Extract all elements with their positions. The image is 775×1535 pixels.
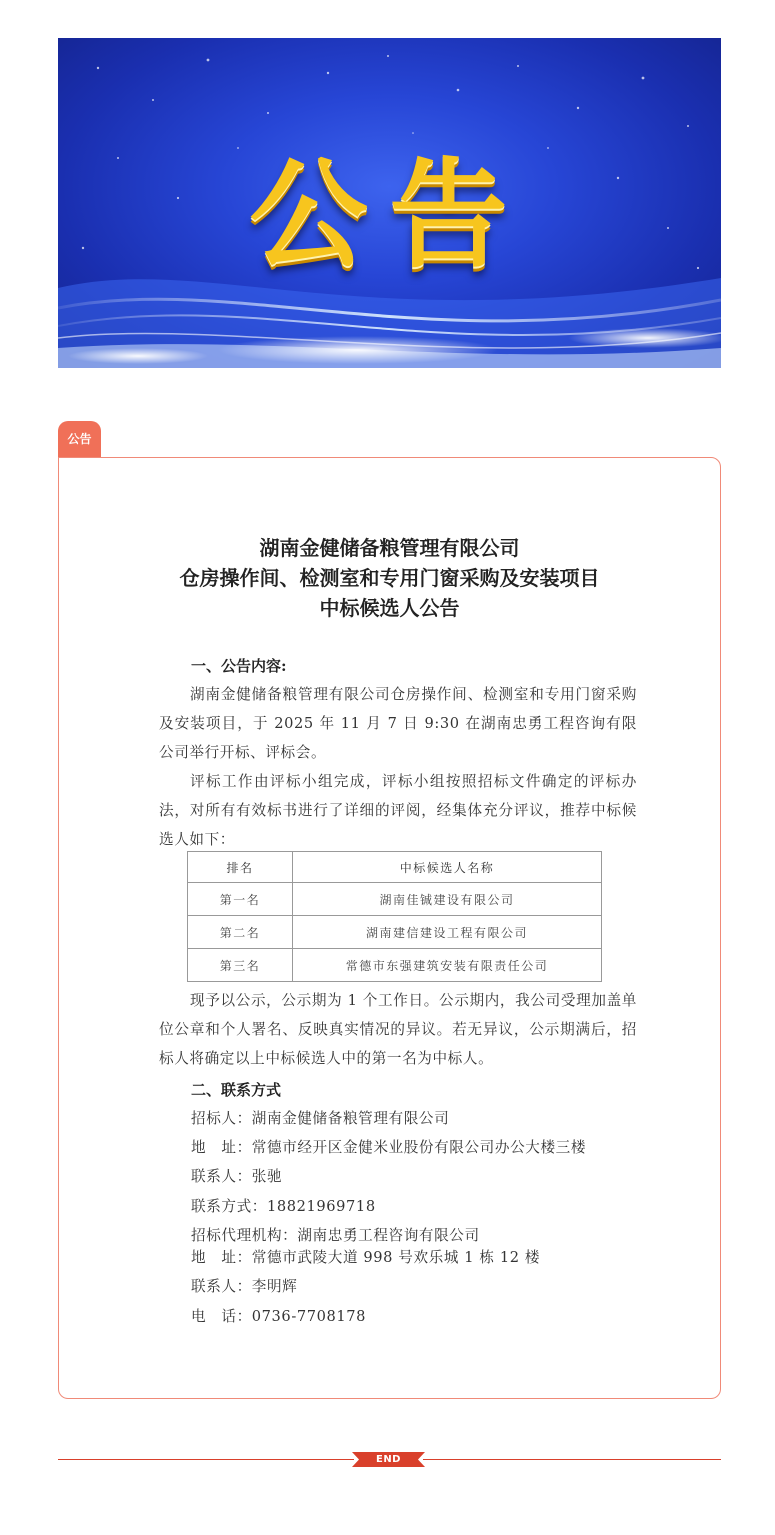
table-row <box>188 949 602 982</box>
table-cell-rank: 第三名 <box>188 949 293 982</box>
announcement-banner <box>58 38 721 368</box>
contact-line: 招标人：湖南金健储备粮管理有限公司 <box>191 1110 450 1127</box>
title-line-1: 湖南金健储备粮管理有限公司 <box>259 536 520 560</box>
section-heading-contact: 二、联系方式 <box>191 1081 282 1099</box>
table-cell-rank: 第二名 <box>188 916 293 949</box>
contact-line: 地 址：常德市武陵大道 998 号欢乐城 1 栋 12 楼 <box>191 1249 541 1266</box>
table-header-rank: 排名 <box>188 852 293 883</box>
announcement-box <box>58 457 721 1399</box>
section-tab: 公告 <box>58 421 101 457</box>
table-header-candidate: 中标候选人名称 <box>293 852 602 883</box>
title-line-2: 仓房操作间、检测室和专用门窗采购及安装项目 <box>179 566 600 590</box>
paragraph-evaluation: 评标工作由评标小组完成，评标小组按照招标文件确定的评标办法，对所有有效标书进行了详细的评阅，经集体充分评议，推荐中标候选人如下： <box>159 773 637 848</box>
paragraph-publicity: 现予以公示，公示期为 1 个工作日。公示期内，我公司受理加盖单位公章和个人署名、反映真实情况的异议。若无异议，公示期满后，招标人将确定以上中标候选人中的第一名为中标人。 <box>159 992 637 1067</box>
contact-line: 招标代理机构：湖南忠勇工程咨询有限公司 <box>191 1227 480 1244</box>
section-heading-content: 一、公告内容: <box>191 657 287 675</box>
contact-line: 地 址：常德市经开区金健米业股份有限公司办公大楼三楼 <box>191 1139 587 1156</box>
contact-line: 联系方式：18821969718 <box>191 1198 376 1215</box>
candidate-table <box>187 851 602 982</box>
title-line-3: 中标候选人公告 <box>319 596 460 620</box>
table-cell-candidate: 常德市东强建筑安装有限责任公司 <box>293 949 602 982</box>
contact-line: 电 话：0736-7708178 <box>191 1308 367 1325</box>
table-cell-candidate: 湖南建信建设工程有限公司 <box>293 916 602 949</box>
footer-divider-right <box>423 1459 721 1460</box>
table-cell-rank: 第一名 <box>188 883 293 916</box>
paragraph-opening: 湖南金健储备粮管理有限公司仓房操作间、检测室和专用门窗采购及安装项目，于 2025 年 11 月 7 日 9:30 在湖南忠勇工程咨询有限公司举行开标、评标会。 <box>159 686 637 761</box>
table-header-row <box>188 852 602 883</box>
footer-divider-left <box>58 1459 354 1460</box>
table-row <box>188 883 602 916</box>
end-label: END <box>375 1454 401 1465</box>
banner-title: 公告 <box>249 146 530 284</box>
contact-line: 联系人：李明辉 <box>191 1278 298 1295</box>
table-row <box>188 916 602 949</box>
document-title <box>59 533 720 623</box>
table-cell-candidate: 湖南佳铖建设有限公司 <box>293 883 602 916</box>
contact-line: 联系人：张驰 <box>191 1168 283 1185</box>
